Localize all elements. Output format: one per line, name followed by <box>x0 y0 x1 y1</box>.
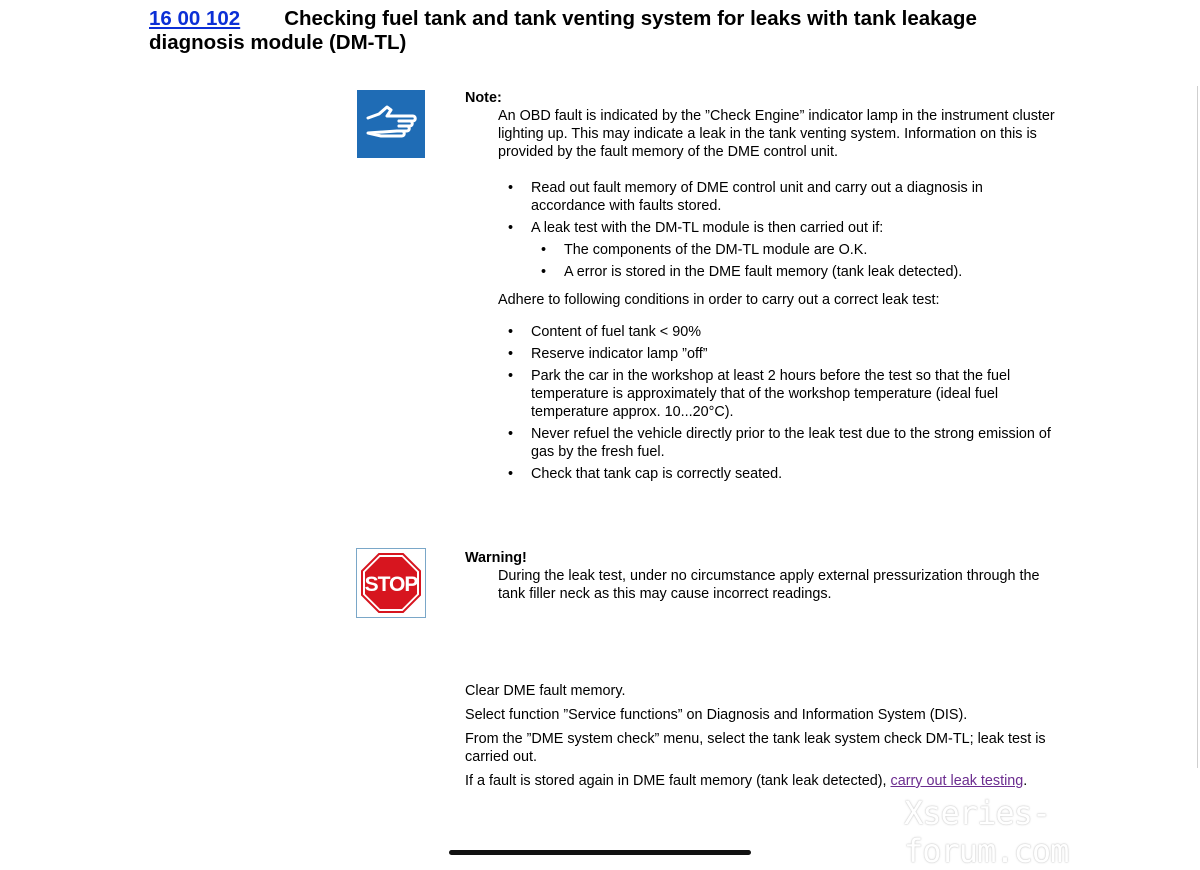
warning-text: During the leak test, under no circumstance apply external pressurization through the tank filler neck as this may cause incorrect readings. <box>498 568 1040 602</box>
bullet-icon: • <box>508 426 514 442</box>
bullet-icon: • <box>541 264 547 280</box>
stop-sign-glyph <box>357 549 425 617</box>
page-title <box>149 7 1009 55</box>
list-item <box>508 219 1055 281</box>
warning-label: Warning! <box>465 550 527 566</box>
stop-sign-icon <box>356 548 426 618</box>
warning-section <box>465 549 1055 603</box>
list-item-text: The components of the DM-TL module are O.K. <box>564 242 868 258</box>
step-clear-fault-memory: Clear DME fault memory. <box>465 683 626 699</box>
stop-sign-text: STOP <box>364 573 418 596</box>
bullet-icon: • <box>508 466 514 482</box>
list-item-text: Read out fault memory of DME control unit and carry out a diagnosis in accordance with faults stored. <box>531 180 983 214</box>
list-item-text: A error is stored in the DME fault memory (tank leak detected). <box>564 264 963 280</box>
bullet-icon: • <box>508 324 514 340</box>
pointing-hand-icon <box>357 90 425 158</box>
note-intro: An OBD fault is indicated by the ”Check Engine” indicator lamp in the instrument cluster lighting up. This may indicate a leak in the tank venting system. Information on this is provided by the fault memory of the DME control unit. <box>498 108 1055 160</box>
list-item <box>541 263 1055 281</box>
list-item <box>541 241 1055 259</box>
conditions-intro: Adhere to following conditions in order to carry out a correct leak test: <box>498 292 940 308</box>
carry-out-leak-testing-link[interactable]: carry out leak testing <box>890 773 1024 789</box>
step-select-service-function: Select function ”Service functions” on Diagnosis and Information System (DIS). <box>465 707 968 723</box>
note-bullet-list <box>465 179 1055 281</box>
list-item-text: Check that tank cap is correctly seated. <box>531 466 783 482</box>
step-fault-stored-again <box>465 772 1055 790</box>
list-item-text: A leak test with the DM-TL module is then carried out if: <box>531 220 884 236</box>
list-item <box>508 323 1055 341</box>
note-label: Note: <box>465 90 502 106</box>
step-text-end: . <box>1023 773 1028 789</box>
pointing-hand-glyph <box>357 90 425 158</box>
document-number-link[interactable]: 16 00 102 <box>149 7 241 30</box>
list-item-text: Never refuel the vehicle directly prior to the leak test due to the strong emission of gas by the fresh fuel. <box>531 426 1051 460</box>
list-item <box>508 465 1055 483</box>
bullet-icon: • <box>541 242 547 258</box>
list-item <box>508 367 1055 421</box>
note-section <box>465 89 1055 487</box>
bullet-icon: • <box>508 180 514 196</box>
sub-bullet-list <box>531 241 1055 281</box>
list-item <box>508 425 1055 461</box>
bullet-icon: • <box>508 220 514 236</box>
bullet-icon: • <box>508 346 514 362</box>
list-item <box>508 345 1055 363</box>
list-item-text: Park the car in the workshop at least 2 hours before the test so that the fuel temperature is approximately that of the workshop temperature (ideal fuel temperature approx. 10...20°C). <box>531 368 1011 420</box>
conditions-list <box>465 323 1055 483</box>
bullet-icon: • <box>508 368 514 384</box>
watermark: Xseries-forum.com <box>904 794 1069 870</box>
page-edge-rule <box>1197 86 1198 768</box>
list-item <box>508 179 1055 215</box>
list-item-text: Reserve indicator lamp ”off” <box>531 346 708 362</box>
step-text: If a fault is stored again in DME fault memory (tank leak detected), <box>465 773 891 789</box>
list-item-text: Content of fuel tank < 90% <box>531 324 702 340</box>
procedure-steps <box>465 682 1055 796</box>
home-indicator-bar[interactable] <box>449 850 751 855</box>
title-text: Checking fuel tank and tank venting system for leaks with tank leakage diagnosis module (DM-TL) <box>149 7 977 54</box>
step-dme-system-check: From the ”DME system check” menu, select the tank leak system check DM-TL; leak test is carried out. <box>465 731 1046 765</box>
